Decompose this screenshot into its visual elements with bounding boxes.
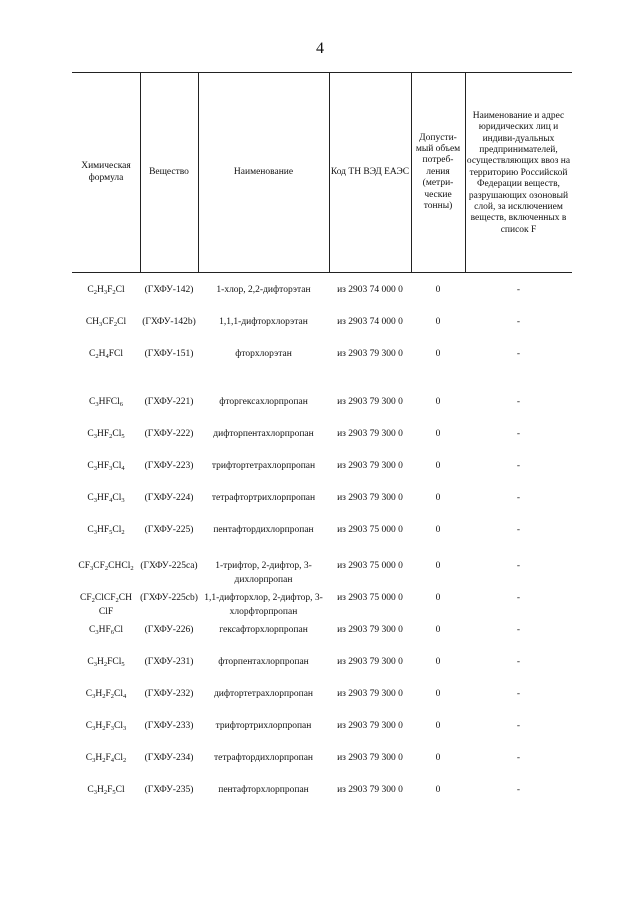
table-row — [72, 624, 572, 658]
column-divider — [329, 73, 330, 272]
header-name: Наименование — [233, 166, 294, 177]
column-divider — [465, 73, 466, 272]
substances-table — [72, 72, 572, 796]
cell-substance: (ГХФУ-225cb) — [140, 593, 198, 603]
cell-code: из 2903 79 300 0 — [337, 785, 403, 795]
cell-importers: - — [516, 317, 521, 327]
table-row — [72, 524, 572, 558]
cell-volume: 0 — [435, 785, 441, 795]
cell-name: 1-трифтор, 2-дифтор, 3-дихлорпропан — [215, 561, 312, 585]
cell-volume: 0 — [435, 657, 441, 667]
table-row — [72, 460, 572, 494]
cell-volume: 0 — [435, 397, 441, 407]
cell-volume: 0 — [435, 285, 441, 295]
table-row — [72, 428, 572, 462]
cell-name: гексафторхлорпропан — [219, 625, 308, 635]
cell-name: 1-хлор, 2,2-дифторэтан — [216, 285, 311, 295]
table-row — [72, 592, 572, 626]
cell-code: из 2903 75 000 0 — [337, 525, 403, 535]
cell-name: 1,1,1-дифторхлорэтан — [219, 317, 308, 327]
cell-volume: 0 — [435, 689, 441, 699]
header-volume: Допусти-мый объем потреб-ления (метри-ческие тонны) — [415, 132, 461, 212]
cell-formula: $CF_3CF_2CHCl_2$ — [78, 561, 134, 572]
cell-substance: (ГХФУ-225) — [144, 525, 194, 535]
cell-importers: - — [516, 561, 521, 571]
header-code: Код ТН ВЭД ЕАЭС — [330, 166, 410, 177]
cell-code: из 2903 79 300 0 — [337, 397, 403, 407]
table-row — [72, 492, 572, 526]
table-row — [72, 752, 572, 786]
cell-name: тетрафтордихлорпропан — [213, 753, 314, 763]
cell-formula: $C_3H_2F_3Cl_3$ — [85, 721, 127, 732]
cell-substance: (ГХФУ-233) — [144, 721, 194, 731]
header-importers — [465, 73, 572, 272]
table-row — [72, 656, 572, 690]
cell-substance: (ГХФУ-222) — [144, 429, 194, 439]
cell-code: из 2903 79 300 0 — [337, 493, 403, 503]
cell-name: пентафторхлорпропан — [218, 785, 309, 795]
cell-substance: (ГХФУ-221) — [144, 397, 194, 407]
cell-importers: - — [516, 753, 521, 763]
header-substance: Вещество — [149, 166, 189, 177]
column-divider — [198, 73, 199, 272]
cell-code: из 2903 79 300 0 — [337, 657, 403, 667]
table-row — [72, 784, 572, 818]
cell-importers: - — [516, 525, 521, 535]
cell-name: фторхлорэтан — [235, 349, 292, 359]
table-header — [72, 72, 572, 273]
cell-formula: $C_3H_2F_2Cl_4$ — [85, 689, 127, 700]
cell-importers: - — [516, 689, 521, 699]
cell-code: из 2903 79 300 0 — [337, 349, 403, 359]
cell-formula: $C_3HF_3Cl_4$ — [87, 461, 125, 472]
cell-importers: - — [516, 429, 521, 439]
cell-formula: $C_3HF_4Cl_3$ — [87, 493, 125, 504]
cell-name: тетрафтортрихлорпропан — [211, 493, 316, 503]
cell-substance: (ГХФУ-226) — [144, 625, 194, 635]
table-row — [72, 316, 572, 350]
cell-formula: $C_3HF_6Cl$ — [89, 625, 123, 636]
cell-code: из 2903 75 000 0 — [337, 593, 403, 603]
cell-name: фторгексахлорпропан — [219, 397, 308, 407]
table-row — [72, 688, 572, 722]
header-importers-text: Наименование и адрес юридических лиц и индиви-дуальных предпринимателей, осуществляющих ввоз на территорию Российской Федерации веществ, разрушающих озоновый слой, за исключением веществ, включенных в список F — [466, 110, 571, 235]
cell-name: пентафтордихлорпропан — [213, 525, 314, 535]
cell-substance: (ГХФУ-225ca) — [140, 561, 198, 571]
table-row — [72, 560, 572, 594]
cell-substance: (ГХФУ-234) — [144, 753, 194, 763]
cell-volume: 0 — [435, 429, 441, 439]
cell-volume: 0 — [435, 721, 441, 731]
cell-name: трифтортрихлорпропан — [215, 721, 312, 731]
cell-volume: 0 — [435, 625, 441, 635]
cell-volume: 0 — [435, 349, 441, 359]
cell-volume: 0 — [435, 525, 441, 535]
cell-formula: $C_3HFCl_6$ — [89, 397, 123, 408]
cell-formula: $C_3H_2F_5Cl$ — [87, 785, 125, 796]
cell-importers: - — [516, 625, 521, 635]
table-row — [72, 284, 572, 318]
cell-volume: 0 — [435, 317, 441, 327]
cell-importers: - — [516, 657, 521, 667]
cell-name: трифтортетрахлорпропан — [211, 461, 316, 471]
cell-formula: $CF_2ClCF_2CH$ ClF — [80, 593, 132, 617]
cell-code: из 2903 75 000 0 — [337, 561, 403, 571]
cell-name: фторпентахлорпропан — [218, 657, 309, 667]
table-row — [72, 348, 572, 382]
cell-volume: 0 — [435, 593, 441, 603]
cell-code: из 2903 79 300 0 — [337, 689, 403, 699]
cell-substance: (ГХФУ-232) — [144, 689, 194, 699]
cell-code: из 2903 74 000 0 — [337, 317, 403, 327]
cell-code: из 2903 74 000 0 — [337, 285, 403, 295]
column-divider — [140, 73, 141, 272]
cell-substance: (ГХФУ-223) — [144, 461, 194, 471]
cell-code: из 2903 79 300 0 — [337, 721, 403, 731]
cell-formula: $C_3H_2FCl_5$ — [87, 657, 125, 668]
cell-substance: (ГХФУ-151) — [144, 349, 194, 359]
cell-importers: - — [516, 785, 521, 795]
cell-importers: - — [516, 461, 521, 471]
cell-volume: 0 — [435, 561, 441, 571]
table-row — [72, 396, 572, 430]
cell-importers: - — [516, 285, 521, 295]
cell-volume: 0 — [435, 753, 441, 763]
cell-formula: $CH_3CF_2Cl$ — [85, 317, 127, 328]
header-formula: Химическая формула — [81, 161, 131, 183]
cell-substance: (ГХФУ-142) — [144, 285, 194, 295]
cell-substance: (ГХФУ-231) — [144, 657, 194, 667]
cell-importers: - — [516, 593, 521, 603]
cell-code: из 2903 79 300 0 — [337, 429, 403, 439]
cell-substance: (ГХФУ-142b) — [142, 317, 196, 327]
cell-formula: $C_2H_4FCl$ — [89, 349, 123, 360]
cell-formula: $C_3HF_5Cl_2$ — [87, 525, 125, 536]
column-divider — [411, 73, 412, 272]
cell-volume: 0 — [435, 461, 441, 471]
cell-name: дифторпентахлорпропан — [213, 429, 314, 439]
cell-code: из 2903 79 300 0 — [337, 753, 403, 763]
cell-code: из 2903 79 300 0 — [337, 625, 403, 635]
cell-name: 1,1-дифторхлор, 2-дифтор, 3-хлорфторпропан — [204, 593, 323, 617]
cell-code: из 2903 79 300 0 — [337, 461, 403, 471]
table-row — [72, 720, 572, 754]
cell-volume: 0 — [435, 493, 441, 503]
cell-name: дифтортетрахлорпропан — [213, 689, 314, 699]
cell-formula: $C_3H_2F_4Cl_2$ — [85, 753, 127, 764]
cell-importers: - — [516, 397, 521, 407]
page-number: 4 — [316, 40, 324, 57]
cell-formula: $C_3HF_2Cl_5$ — [87, 429, 125, 440]
cell-importers: - — [516, 349, 521, 359]
cell-importers: - — [516, 721, 521, 731]
cell-importers: - — [516, 493, 521, 503]
cell-substance: (ГХФУ-235) — [144, 785, 194, 795]
cell-formula: $C_2H_3F_2Cl$ — [87, 285, 125, 296]
cell-substance: (ГХФУ-224) — [144, 493, 194, 503]
